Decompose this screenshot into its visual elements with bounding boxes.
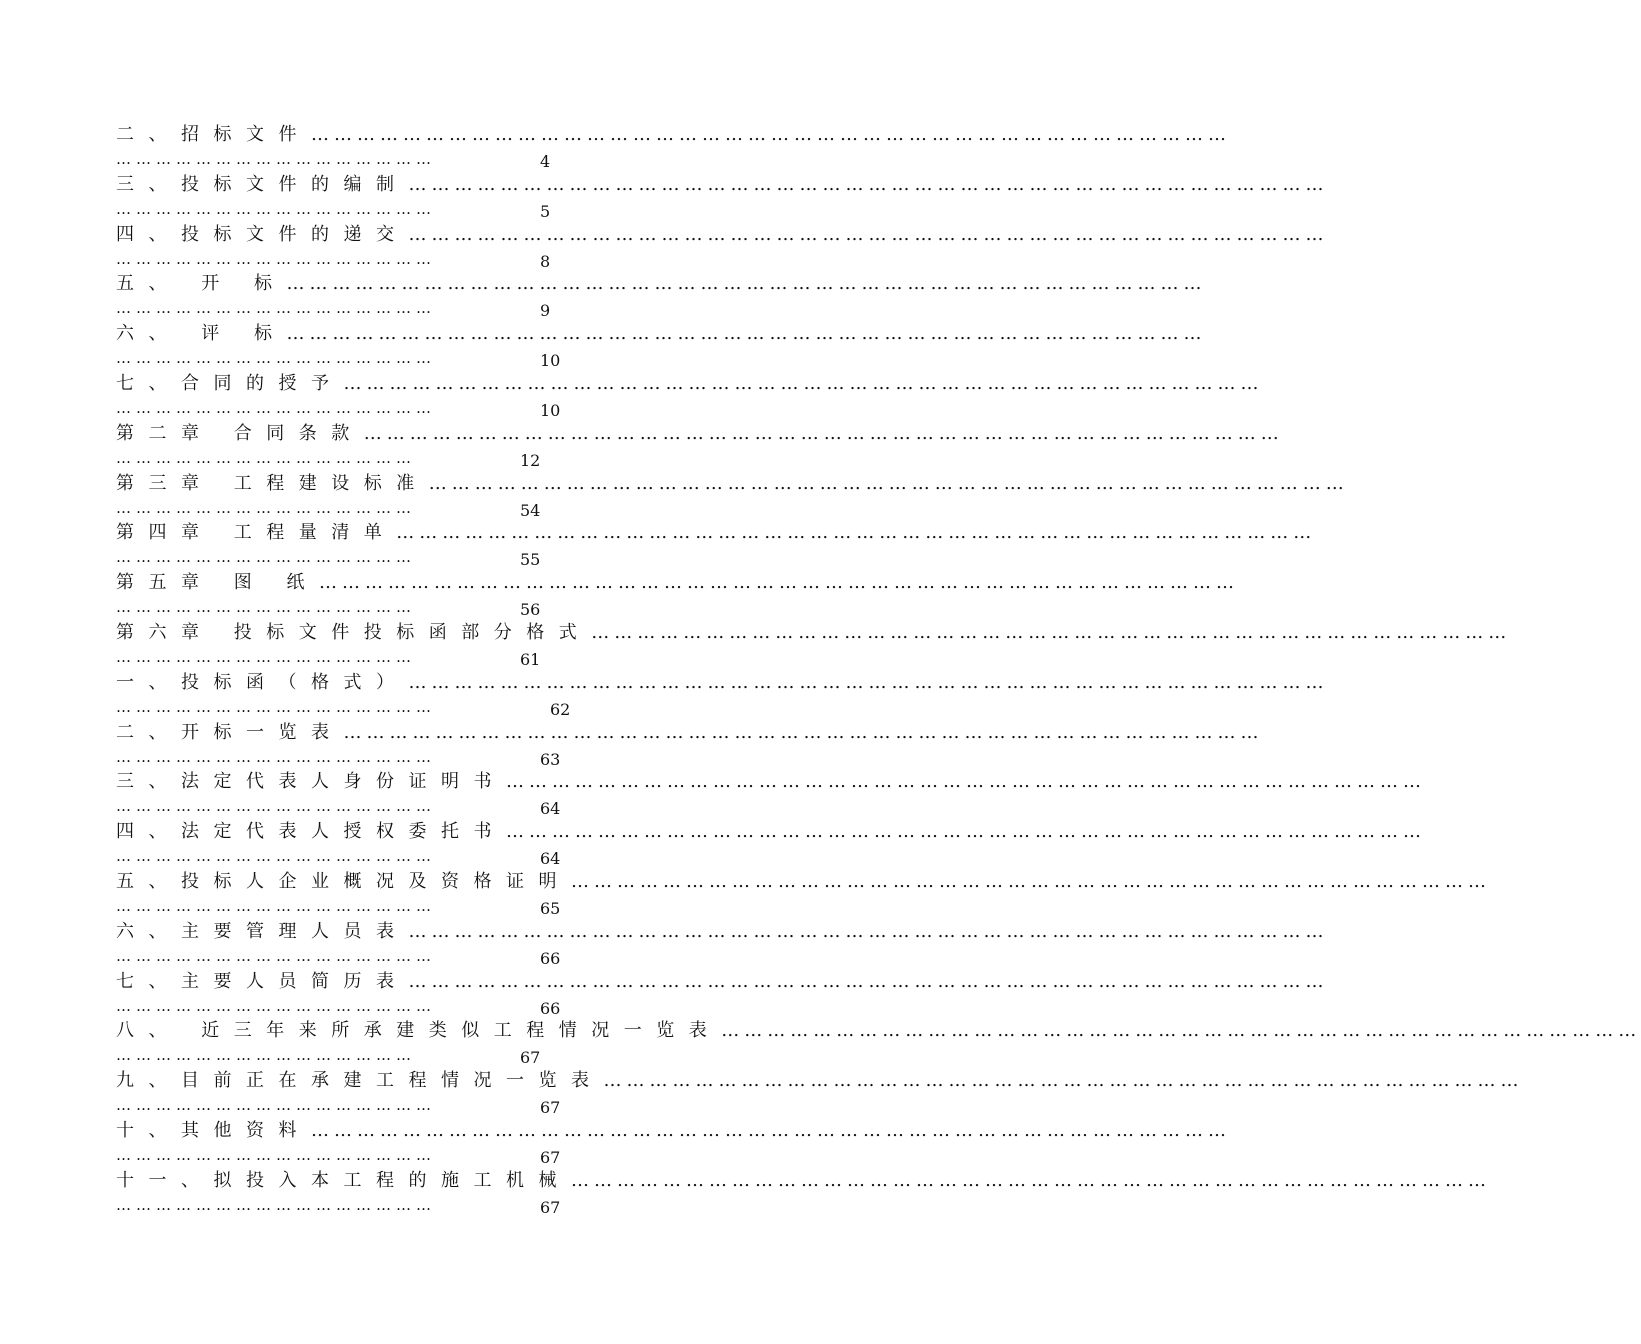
toc-entry-title-line — [116, 172, 1329, 198]
toc-entry-page-line — [116, 995, 824, 1017]
dot-leader: ………………………………………………………………………………………………………… — [603, 1070, 1524, 1092]
dot-leader: ………………………………………… — [116, 946, 436, 965]
dot-leader: ………………………………………………………………………………………………………… — [311, 1119, 1231, 1141]
toc-entry[interactable] — [116, 520, 1317, 570]
dot-leader: ………………………………………… — [116, 349, 436, 368]
toc-entry[interactable] — [116, 819, 1426, 869]
toc-entry[interactable] — [116, 769, 1426, 819]
toc-entry-title-line — [116, 471, 1349, 497]
dot-leader: ……………………………………… — [116, 647, 416, 666]
toc-entry-page-line — [116, 746, 824, 768]
dot-leader: ………………………………………………………………………………………………………… — [408, 970, 1329, 992]
toc-entry-title: 六、主要管理人员表 — [116, 920, 409, 942]
toc-entry[interactable] — [116, 222, 1329, 272]
toc-entry-page-line — [116, 795, 824, 817]
dot-leader: ………………………………………………………………………………………………………… — [286, 323, 1207, 345]
toc-entry-title: 六、 评 标 — [116, 323, 287, 345]
dot-leader: ………………………………………………………………………………………………………… — [428, 472, 1349, 494]
toc-page-number: 62 — [550, 699, 571, 719]
toc-entry[interactable] — [116, 1068, 1524, 1118]
toc-entry-page-line — [116, 447, 824, 469]
dot-leader: ………………………………………………………………………………………………………… — [571, 1169, 1491, 1191]
toc-page-number: 63 — [540, 749, 561, 769]
toc-entry[interactable] — [116, 919, 1329, 969]
toc-entry-title: 二、开标一览表 — [116, 721, 344, 743]
dot-leader: ………………………………………………………………………………………………………… — [343, 721, 1264, 743]
toc-page-number: 5 — [540, 201, 551, 221]
toc-page-number: 9 — [540, 301, 551, 321]
dot-leader: ………………………………………… — [116, 150, 436, 168]
toc-entry[interactable] — [116, 421, 1284, 471]
dot-leader: ………………………………………………………………………………………………………… — [506, 821, 1426, 843]
toc-entry[interactable] — [116, 720, 1264, 770]
toc-entry-page-line — [116, 596, 824, 618]
toc-entry[interactable] — [116, 271, 1207, 321]
toc-entry-title: 三、法定代表人身份证明书 — [116, 771, 506, 793]
toc-entry-title: 十一、拟投入本工程的施工机械 — [116, 1169, 571, 1191]
toc-entry-page-line — [116, 1044, 824, 1066]
dot-leader: ……………………………………… — [116, 448, 416, 467]
toc-entry-title: 七、合同的授予 — [116, 372, 344, 394]
toc-entry-page-line — [116, 497, 824, 519]
dot-leader: ………………………………………… — [116, 847, 436, 866]
toc-entry-title-line — [116, 869, 1491, 895]
toc-page-number: 56 — [520, 600, 541, 620]
dot-leader: ………………………………………… — [116, 896, 436, 915]
dot-leader: ………………………………………… — [116, 1096, 436, 1115]
toc-entry[interactable] — [116, 471, 1349, 521]
toc-entry-title-line — [116, 1018, 1641, 1044]
dot-leader: ………………………………………………………………………………………………………… — [408, 173, 1329, 195]
toc-entry-title-line — [116, 1118, 1231, 1144]
toc-page-number: 64 — [540, 799, 561, 819]
toc-page-number: 66 — [540, 948, 561, 968]
toc-entry-title: 四、投标文件的递交 — [116, 223, 409, 245]
toc-entry-page-line — [116, 546, 824, 568]
toc-entry-page-line — [116, 895, 824, 917]
dot-leader: ………………………………………………………………………………………………………… — [343, 372, 1264, 394]
dot-leader: ………………………………………………………………………………………………………… — [318, 572, 1239, 594]
toc-page-number: 67 — [540, 1197, 561, 1217]
toc-entry-title-line — [116, 720, 1264, 746]
toc-entry[interactable] — [116, 122, 1231, 172]
toc-entry-title-line — [116, 819, 1426, 845]
toc-entry-title-line — [116, 670, 1329, 696]
toc-page-number: 10 — [540, 351, 561, 371]
toc-entry-title: 十、其他资料 — [116, 1119, 311, 1141]
toc-entry-title-line — [116, 1168, 1491, 1194]
toc-entry[interactable] — [116, 1168, 1491, 1218]
toc-entry-title: 三、投标文件的编制 — [116, 173, 409, 195]
toc-entry-page-line — [116, 945, 824, 967]
toc-entry-title-line — [116, 371, 1264, 397]
toc-entry-title: 第六章 投标文件投标函部分格式 — [116, 621, 592, 643]
dot-leader: ………………………………………………………………………………………………………… — [408, 223, 1329, 245]
toc-entry[interactable] — [116, 321, 1207, 371]
dot-leader: ………………………………………… — [116, 797, 436, 816]
toc-entry-title: 七、主要人员简历表 — [116, 970, 409, 992]
toc-page-number: 67 — [540, 1098, 561, 1118]
dot-leader: ………………………………………………………………………………………………………… — [311, 124, 1231, 145]
toc-page-number: 55 — [520, 550, 541, 570]
toc-entry-page-line — [116, 248, 824, 270]
toc-entry-page-line — [116, 397, 824, 419]
dot-leader: ………………………………………… — [116, 747, 436, 766]
toc-page-number: 67 — [540, 1147, 561, 1167]
toc-page-number: 10 — [540, 400, 561, 420]
toc-page-number: 54 — [520, 500, 541, 520]
toc-page-number: 12 — [520, 450, 541, 470]
toc-entry[interactable] — [116, 969, 1329, 1019]
dot-leader: ……………………………………… — [116, 598, 416, 617]
toc-entry-title-line — [116, 321, 1207, 347]
toc-page-number: 67 — [520, 1048, 541, 1068]
dot-leader: ………………………………………………………………………………………………………… — [571, 870, 1491, 892]
toc-entry-title: 四、法定代表人授权委托书 — [116, 821, 506, 843]
toc-entry[interactable] — [116, 371, 1264, 421]
toc-entry-page-line — [116, 646, 824, 668]
toc-entry-page-line — [116, 1144, 824, 1166]
toc-entry-title-line — [116, 122, 1231, 148]
dot-leader: ……………………………………… — [116, 1046, 416, 1065]
dot-leader: ………………………………………………………………………………………………………… — [408, 920, 1329, 942]
toc-entry-page-line — [116, 696, 824, 718]
toc-entry-title-line — [116, 222, 1329, 248]
dot-leader: ………………………………………… — [116, 1145, 436, 1164]
toc-page-number: 4 — [540, 152, 551, 171]
dot-leader: ……………………………………… — [116, 548, 416, 567]
toc-entry-page-line — [116, 1094, 824, 1116]
toc-page-number: 64 — [540, 849, 561, 869]
dot-leader: ………………………………………… — [116, 199, 436, 218]
toc-entry-title: 五、 开 标 — [116, 273, 287, 295]
toc-page-number: 8 — [540, 251, 551, 271]
toc-entry-title: 第五章 图 纸 — [116, 572, 319, 594]
toc-entry[interactable] — [116, 172, 1329, 222]
dot-leader: ………………………………………… — [116, 299, 436, 318]
toc-entry-title-line — [116, 620, 1512, 646]
toc-entry-title: 五、投标人企业概况及资格证明 — [116, 870, 571, 892]
dot-leader: ………………………………………… — [116, 398, 436, 417]
toc-entry[interactable] — [116, 620, 1512, 670]
toc-entry-title: 二、招标文件 — [116, 124, 311, 145]
toc-page-number: 61 — [520, 649, 541, 669]
toc-page-number: 65 — [540, 898, 561, 918]
toc-entry[interactable] — [116, 869, 1491, 919]
dot-leader: ………………………………………………………………………………………………………… — [591, 621, 1512, 643]
toc-entry-title-line — [116, 919, 1329, 945]
toc-entry[interactable] — [116, 670, 1329, 720]
toc-entry-page-line — [116, 347, 824, 369]
toc-entry-page-line — [116, 1194, 824, 1216]
toc-entry-title: 八、 近三年来所承建类似工程情况一览表 — [116, 1020, 722, 1042]
dot-leader: ………………………………………………………………………………………………………… — [363, 422, 1284, 444]
dot-leader: ………………………………………………………………………………………………………… — [721, 1020, 1641, 1042]
dot-leader: ………………………………………………………………………………………………………… — [408, 671, 1329, 693]
dot-leader: ………………………………………… — [116, 1195, 436, 1214]
toc-entry-page-line — [116, 198, 824, 220]
dot-leader: ………………………………………………………………………………………………………… — [506, 771, 1426, 793]
toc-entry-title: 第四章 工程量清单 — [116, 522, 397, 544]
toc-entry-title-line — [116, 421, 1284, 447]
dot-leader: ………………………………………………………………………………………………………… — [286, 273, 1207, 295]
dot-leader: ………………………………………… — [116, 996, 436, 1015]
toc-entry-title-line — [116, 1068, 1524, 1094]
dot-leader: ………………………………………… — [116, 249, 436, 268]
toc-entry-page-line — [116, 297, 824, 319]
toc-entry-page-line — [116, 845, 824, 867]
toc-entry-title: 九、目前正在承建工程情况一览表 — [116, 1070, 604, 1092]
toc-entry-title-line — [116, 520, 1317, 546]
toc-entry[interactable] — [116, 1118, 1231, 1168]
toc-entry-title-line — [116, 969, 1329, 995]
toc-entry-title-line — [116, 570, 1239, 596]
toc-entry-title-line — [116, 769, 1426, 795]
toc-entry-title: 一、投标函（格式） — [116, 671, 409, 693]
toc-entry[interactable] — [116, 570, 1239, 620]
toc-entry-title: 第三章 工程建设标准 — [116, 472, 429, 494]
toc-entry-page-line — [116, 148, 824, 170]
dot-leader: ………………………………………… — [116, 697, 436, 716]
dot-leader: ……………………………………… — [116, 498, 416, 517]
table-of-contents — [116, 122, 1641, 1218]
toc-entry[interactable] — [116, 1018, 1641, 1068]
toc-page-number: 66 — [540, 998, 561, 1018]
toc-entry-title-line — [116, 271, 1207, 297]
toc-entry-title: 第二章 合同条款 — [116, 422, 364, 444]
dot-leader: ………………………………………………………………………………………………………… — [396, 522, 1317, 544]
